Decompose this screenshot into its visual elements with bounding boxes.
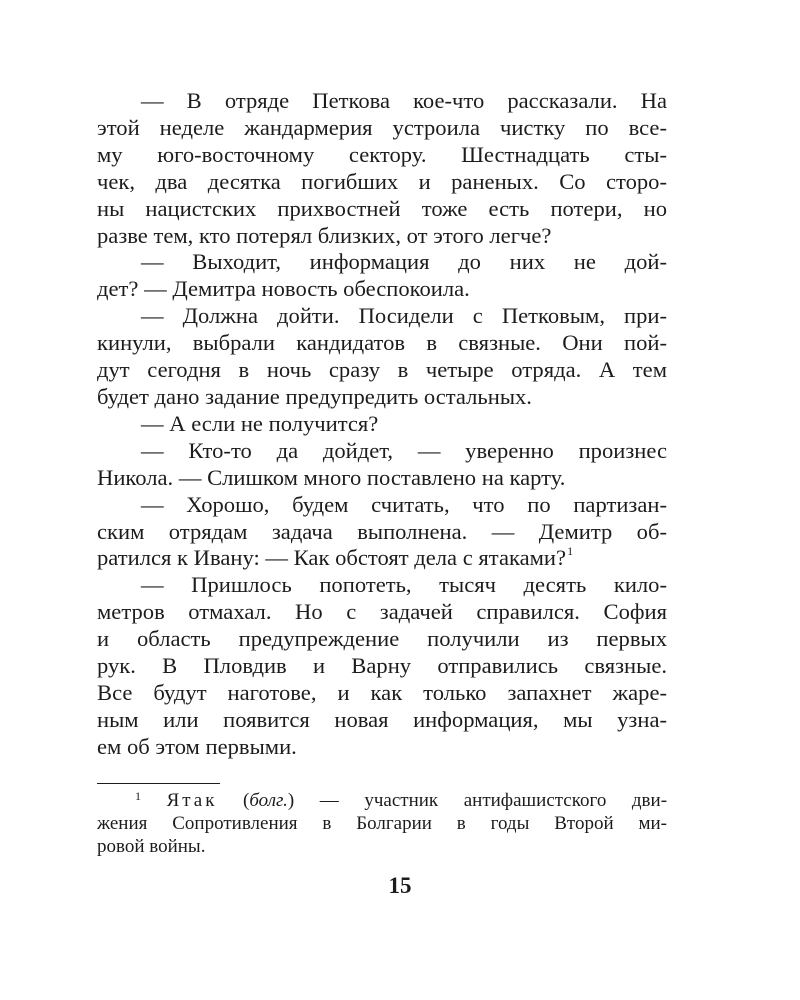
text-line: ны нацистских прихвостней тоже есть потери, но — [97, 195, 667, 221]
text-line: — Выходит, информация до них не дой- — [141, 249, 667, 275]
body-text — [97, 88, 667, 761]
footnote-line: жения Сопротивления в Болгарии в годы Второй ми- — [97, 813, 667, 834]
text-line: ем об этом первыми. — [97, 733, 297, 759]
footnote-term: Ятак — [166, 790, 218, 811]
text-line: дет? — Демитра новость обеспокоила. — [97, 276, 470, 302]
text-line: ным или появится новая информация, мы узна- — [97, 706, 667, 732]
text-line: рук. В Пловдив и Варну отправились связные. — [97, 653, 667, 679]
footnote — [97, 789, 667, 858]
text-line: му юго-восточному сектору. Шестнадцать сты- — [97, 141, 667, 167]
footnote-definition-start: ) — участник антифашистского дви- — [287, 790, 668, 811]
text-line: Все будут наготове, и как только запахнет жаре- — [97, 679, 667, 705]
footnote-line: $^1$ Ятак (болг.) — участник антифашистского дви- — [135, 789, 668, 811]
footnote-language: болг. — [249, 790, 288, 811]
text-line: метров отмахал. Но с задачей справился. София — [97, 599, 667, 625]
text-line: кинули, выбрали кандидатов в связные. Они пой- — [97, 330, 667, 356]
text-line: этой неделе жандармерия устроила чистку по все- — [97, 114, 667, 140]
text-line: будет дано задание предупредить остальных. — [97, 383, 532, 409]
footnote-reference: 1 — [567, 544, 574, 559]
text-line: — А если не получится? — [141, 410, 379, 436]
footnote-number: 1 — [135, 789, 141, 803]
text-line: дут сегодня в ночь сразу в четыре отряда. А тем — [97, 357, 667, 383]
text-line: — В отряде Петкова кое-что рассказали. На — [141, 88, 667, 113]
text-line: и область предупреждение получили из первых — [97, 626, 667, 652]
text-line-content: ратился к Ивану: — Как обстоят дела с ятаками? — [97, 545, 567, 571]
text-line: Никола. — Слишком много поставлено на карту. — [97, 464, 566, 490]
text-line: — Хорошо, будем считать, что по партизан- — [141, 491, 667, 517]
text-line: ским отрядам задача выполнена. — Демитр об- — [97, 518, 667, 544]
text-line: — Кто-то да дойдет, — уверенно произнес — [141, 437, 667, 463]
footnote-line: ровой войны. — [97, 836, 206, 857]
text-line: чек, два десятка погибших и раненых. Со сторо- — [97, 168, 667, 194]
footnote-separator — [97, 783, 220, 784]
text-line: — Должна дойти. Посидели с Петковым, при- — [141, 303, 667, 329]
page-number: 15 — [388, 873, 412, 898]
text-line: — Пришлось попотеть, тысяч десять кило- — [141, 572, 667, 598]
text-line: разве тем, кто потерял близких, от этого легче? — [97, 222, 552, 248]
text-line-with-footnote-ref — [97, 545, 667, 572]
